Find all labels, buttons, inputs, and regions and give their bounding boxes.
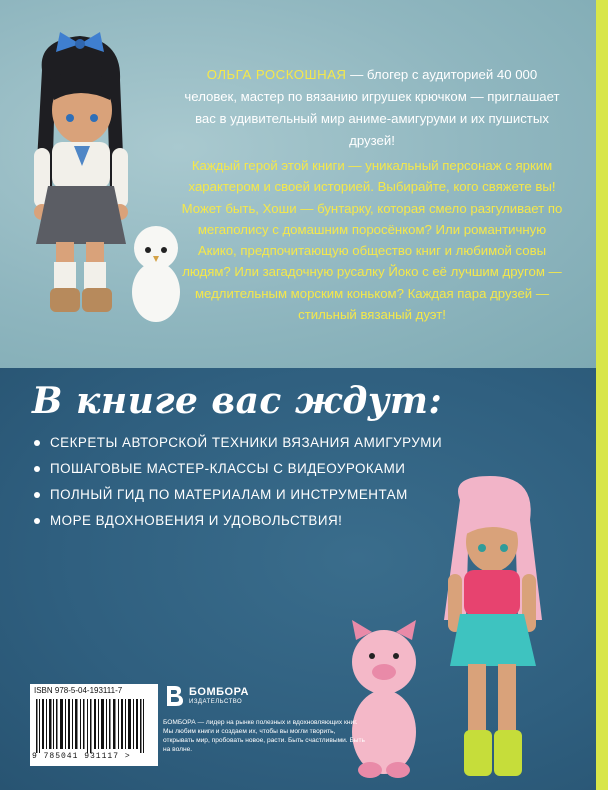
bullet-icon xyxy=(34,466,40,472)
isbn-number: ISBN 978-5-04-193111-7 xyxy=(34,686,123,695)
publisher-name: БОМБОРА xyxy=(189,686,249,698)
spine-strip xyxy=(596,0,608,790)
barcode xyxy=(30,684,158,766)
barcode-digits: 9 785041 931117 > xyxy=(32,752,131,761)
author-intro xyxy=(181,64,563,152)
feature-item: МОРЕ ВДОХНОВЕНИЯ И УДОВОЛЬСТВИЯ! xyxy=(32,508,442,534)
bullet-icon xyxy=(34,518,40,524)
book-description: Каждый герой этой книги — уникальный персонаж с ярким характером и своей историей. Выбирайте, кого свяжете вы! Может быть, Хоши — бунтарку, которая смело разгуливает по мегаполису с домашним поросёнком? Или романтичную Акико, предпочитающую общество книг и любимой совы людям? Или загадочную русалку Йоко с её лучшим другом — медлительным морским коньком? Каждая пара друзей — стильный вязаный дуэт! xyxy=(181,158,563,323)
publisher-subtitle: ИЗДАТЕЛЬСТВО xyxy=(189,699,243,705)
doll-akiko-with-owl-image xyxy=(10,30,180,330)
bullet-icon xyxy=(34,492,40,498)
author-name: ОЛЬГА РОСКОШНАЯ xyxy=(206,67,347,82)
feature-item: СЕКРЕТЫ АВТОРСКОЙ ТЕХНИКИ ВЯЗАНИЯ АМИГУРУМИ xyxy=(32,430,442,456)
feature-item: ПОШАГОВЫЕ МАСТЕР-КЛАССЫ С ВИДЕОУРОКАМИ xyxy=(32,456,442,482)
doll-hoshi-with-pig-image xyxy=(340,470,590,788)
barcode-bars xyxy=(34,699,148,753)
features-heading: В книге вас ждут: xyxy=(32,380,443,422)
bombora-logo-icon xyxy=(163,684,185,708)
bullet-icon xyxy=(34,440,40,446)
publisher-description: БОМБОРА — лидер на рынке полезных и вдохновляющих книг. Мы любим книги и создаем их, чтобы вы могли творить, открывать мир, пробовать новое, расти. Быть счастливыми. Быть на волне. xyxy=(163,719,365,753)
author-intro-text: — блогер с аудиторией 40 000 человек, мастер по вязанию игрушек крючком — приглашает вас в удивительный мир аниме-амигуруми и их пушистых друзей! xyxy=(184,67,560,148)
feature-item: ПОЛНЫЙ ГИД ПО МАТЕРИАЛАМ И ИНСТРУМЕНТАМ xyxy=(32,482,442,508)
